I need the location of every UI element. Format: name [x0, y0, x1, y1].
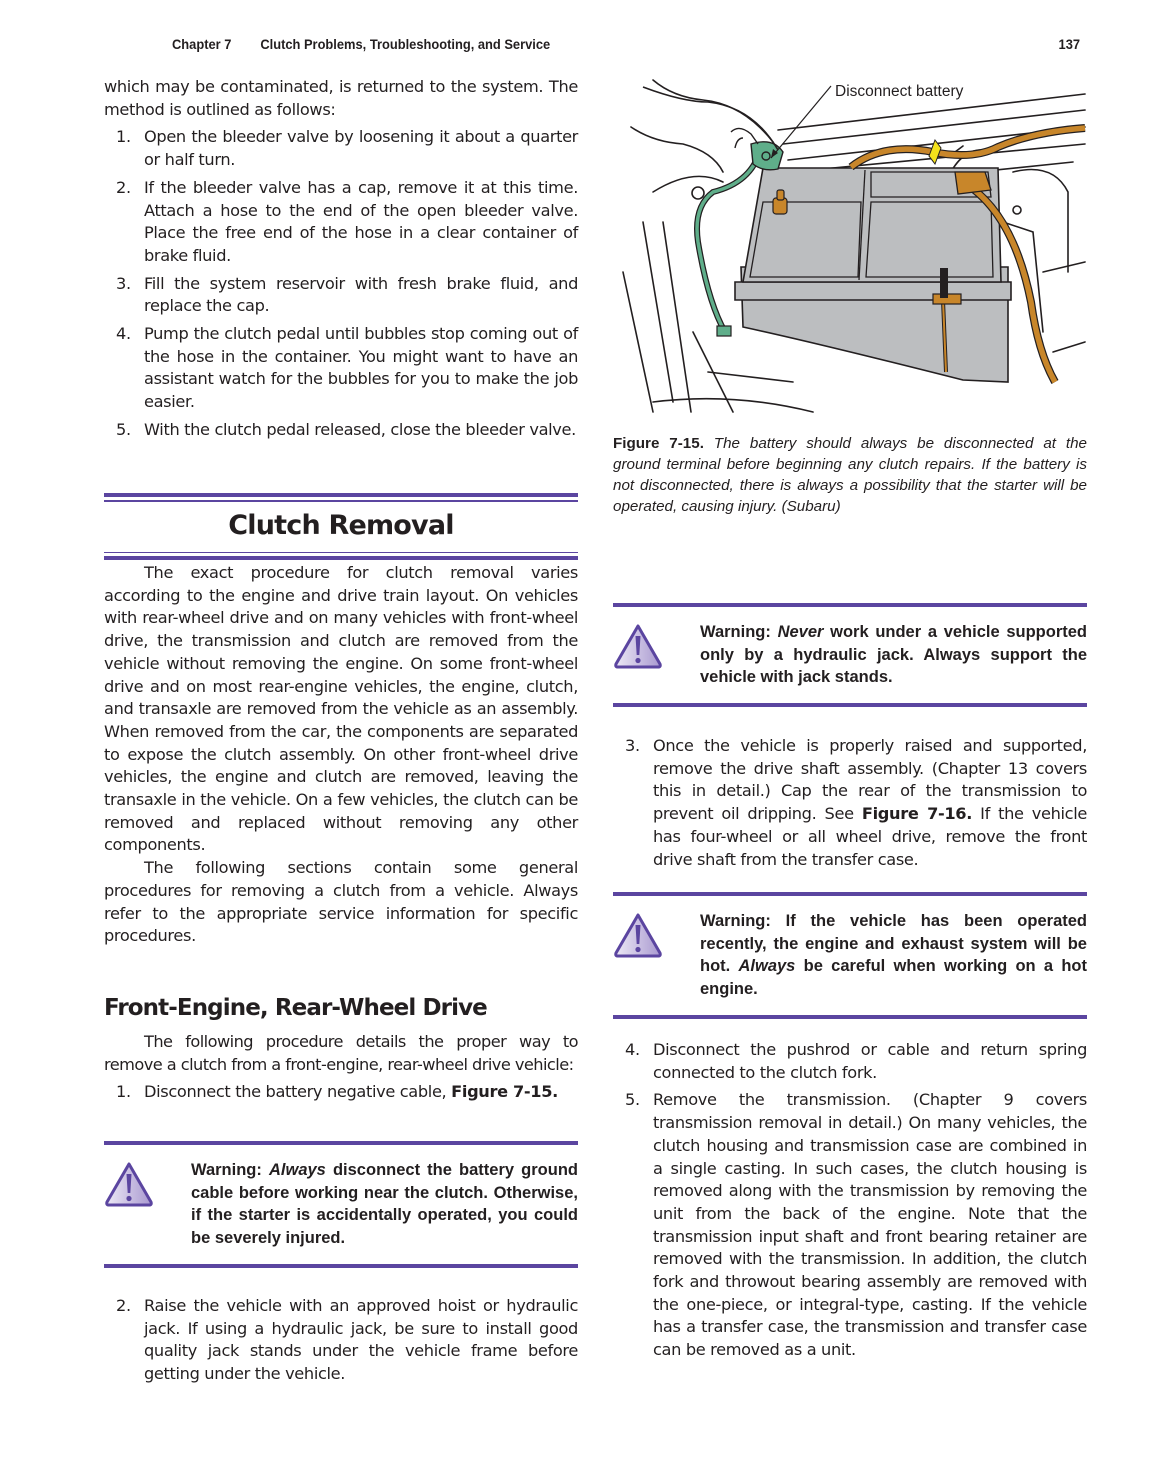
warning-triangle-icon [613, 912, 663, 958]
figure-callout: Disconnect battery [835, 83, 964, 100]
list-item: 5. Remove the transmission. (Chapter 9 covers transmission removal in detail.) On many vehicles, the clutch housing and transmission case are combined in a single casting. In such cases, the clutch housing is removed along with the transmission by removing the unit from the back of the engine. Note that the transmission input shaft and front bearing retainer are removed with the transmission. In addition, the clutch fork and throwout bearing assembly are removed with the one-piece, or integral-type, casting. If the vehicle has a transfer case, the transmission and transfer case can be removed as a unit. [625, 1090, 1087, 1360]
warning-text: Warning: Never work under a vehicle supported only by a hydraulic jack. Always support the vehicle with jack stands. [700, 623, 1087, 687]
warning-box [104, 1141, 578, 1268]
battery-illustration [613, 72, 1087, 417]
list-item: 3. Fill the system reservoir with fresh brake fluid, and replace the cap. [116, 273, 578, 316]
section-heading-box [104, 493, 578, 560]
removal-steps-list [104, 1295, 578, 1386]
list-item: 2. Raise the vehicle with an approved hoist or hydraulic jack. If using a hydraulic jack, be sure to install good quality jack stands under the vehicle frame before getting under the vehicle. [116, 1296, 578, 1384]
step-2 [104, 1295, 578, 1391]
removal-steps-list [613, 735, 1087, 871]
list-item: 5. With the clutch pedal released, close the bleeder valve. [116, 419, 576, 439]
list-item: 2. If the bleeder valve has a cap, remove it at this time. Attach a hose to the end of the open bleeder valve. Place the free end of the hose in a clear container of brake fluid. [116, 177, 578, 265]
removal-steps-list [104, 1081, 578, 1104]
rule-divider [104, 556, 578, 560]
list-item: 4. Disconnect the pushrod or cable and return spring connected to the clutch fork. [625, 1040, 1087, 1082]
paragraph: The following sections contain some general procedures for removing a clutch from a vehicle. Always refer to the appropriate service information for specific procedures. [104, 858, 578, 946]
removal-steps-list [613, 1039, 1087, 1362]
rule-divider [104, 552, 578, 554]
steps-4-5 [613, 1039, 1087, 1367]
list-item: 4. Pump the clutch pedal until bubbles stop coming out of the hose in the container. You might want to have an assistant watch for the bubbles for you to make the job easier. [116, 324, 578, 412]
warning-text: Warning: If the vehicle has been operated recently, the engine and exhaust system will be hot. Always be careful when working on a hot engine. [700, 912, 1087, 999]
list-item: 1. Open the bleeder valve by loosening it about a quarter or half turn. [116, 127, 578, 170]
list-item: 3. Once the vehicle is properly raised and supported, remove the drive shaft assembly. (Chapter 13 covers this in detail.) Cap the rear of the transmission to prevent oil dripping. See Figure 7-16. If the vehicle has four-wheel or all wheel drive, remove the front drive shaft from the transfer case. [625, 736, 1087, 869]
figure-reference: Figure 7-15. [451, 1082, 558, 1102]
page-number: 137 [1058, 36, 1081, 52]
step-3 [613, 735, 1087, 876]
chapter-title: Clutch Problems, Troubleshooting, and Service [260, 36, 551, 52]
warning-triangle-icon [613, 623, 663, 669]
warning-box [613, 892, 1087, 1019]
warning-triangle-icon [104, 1161, 154, 1207]
chapter-number: Chapter 7 [172, 36, 232, 52]
figure-label: Figure 7-15. [613, 435, 704, 452]
clutch-removal-body [104, 562, 578, 948]
bleed-steps-list [104, 126, 578, 441]
rule-divider [104, 1264, 578, 1268]
paragraph: The exact procedure for clutch removal varies according to the engine and drive train layout. On vehicles with rear-wheel drive and on many vehicles with front-wheel drive, the transmission and clutch are removed from the vehicle without removing the engine. On some front-wheel drive and on most rear-engine vehicles, the engine, clutch, and transaxle are removed from the vehicle as an assembly. When removed from the car, the components are separated to expose the clutch assembly. On other front-wheel drive vehicles, the engine and clutch are removed, leaving the transaxle in the vehicle. On a few vehicles, the clutch can be removed and replaced without removing any other components. [104, 563, 578, 855]
section-title: Clutch Removal [228, 509, 454, 541]
rule-divider [613, 703, 1087, 707]
paragraph: The following procedure details the proper way to remove a clutch from a front-engine, rear-wheel drive vehicle: [104, 1032, 578, 1074]
subheading: Front-Engine, Rear-Wheel Drive [104, 995, 487, 1021]
list-item: 1. Disconnect the battery negative cable, Figure 7-15. [116, 1082, 558, 1102]
figure-reference: Figure 7-16. [861, 804, 973, 824]
intro-paragraph: which may be contaminated, is returned to the system. The method is outlined as follows: [104, 77, 578, 119]
warning-box [613, 603, 1087, 707]
bleeding-procedure [104, 76, 578, 447]
warning-text: Warning: Always disconnect the battery ground cable before working near the clutch. Otherwise, if the starter is accidentally operated, you could be severely injured. [191, 1161, 578, 1248]
running-head [172, 36, 1081, 54]
figure-caption: Figure 7-15. The battery should always be disconnected at the ground terminal before beginning any clutch repairs. If the battery is not disconnected, there is always a possibility that the starter will be operated, causing injury. (Subaru) [613, 435, 1087, 515]
subsection [104, 993, 578, 1109]
rule-divider [104, 493, 578, 497]
rule-divider [613, 1015, 1087, 1019]
